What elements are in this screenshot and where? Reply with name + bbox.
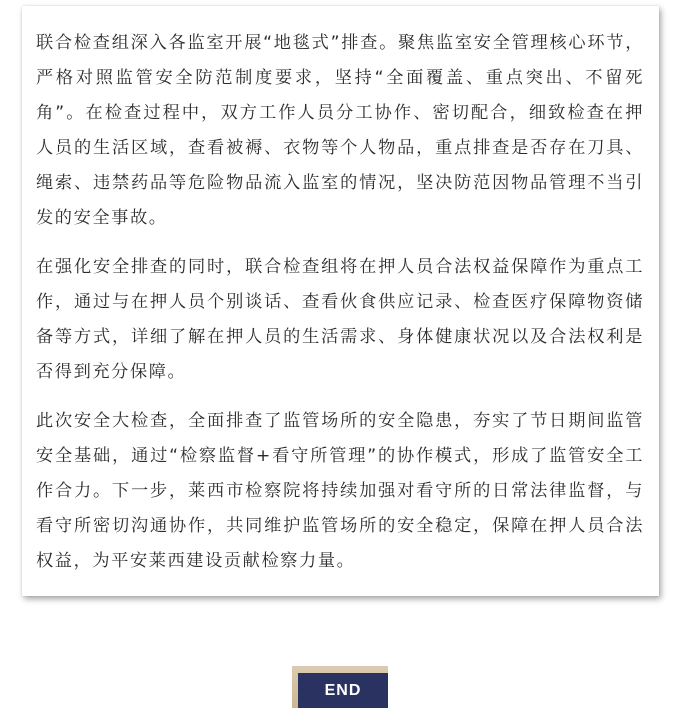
- article-paragraph-2: 在强化安全排查的同时，联合检查组将在押人员合法权益保障作为重点工作，通过与在押人员个别谈话、查看伙食供应记录、检查医疗保障物资储备等方式，详细了解在押人员的生活需求、身体健康状况以及合法权利是否得到充分保障。: [36, 257, 644, 382]
- article-paragraph-1: 联合检查组深入各监室开展“地毯式”排查。聚焦监室安全管理核心环节，严格对照监管安全防范制度要求，坚持“全面覆盖、重点突出、不留死角”。在检查过程中，双方工作人员分工协作、密切配合，细致检查在押人员的生活区域，查看被褥、衣物等个人物品，重点排查是否存在刀具、绳索、违禁药品等危险物品流入监室的情况，坚决防范因物品管理不当引发的安全事故。: [36, 33, 644, 228]
- end-label: END: [298, 673, 388, 708]
- article-paragraph-3: 此次安全大检查，全面排查了监管场所的安全隐患，夯实了节日期间监管安全基础，通过“检察监督+看守所管理”的协作模式，形成了监管安全工作合力。下一步，莱西市检察院将持续加强对看守所的日常法律监督，与看守所密切沟通协作，共同维护监管场所的安全稳定，保障在押人员合法权益，为平安莱西建设贡献检察力量。: [36, 411, 644, 571]
- article-card: [22, 6, 659, 596]
- end-marker: [292, 666, 388, 708]
